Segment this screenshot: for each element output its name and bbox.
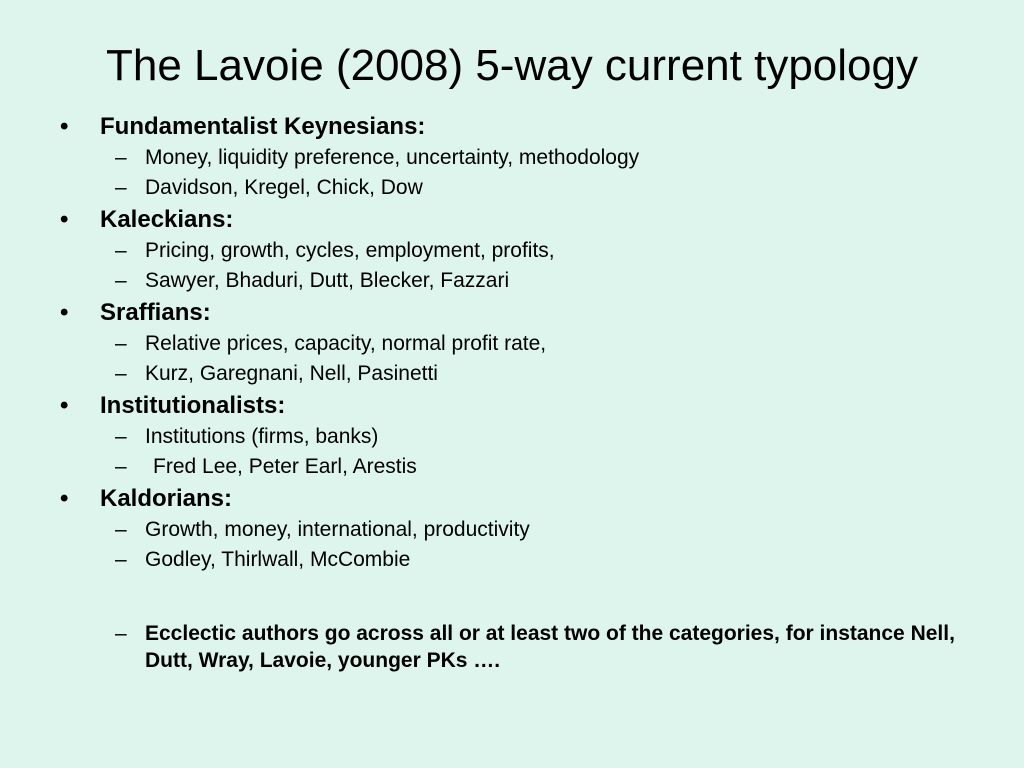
bullet-list (0, 110, 1024, 575)
dash-marker: – (115, 518, 127, 541)
sub-item (0, 452, 1024, 482)
section-heading-text: Fundamentalist Keynesians: (100, 113, 426, 140)
dash-marker: – (115, 362, 127, 385)
dash-marker: – (115, 455, 127, 478)
note-text: Ecclectic authors go across all or at least two of the categories, for instance Nell, Dutt, Wray, Lavoie, younger PKs …. (145, 622, 955, 672)
sub-item-text: Davidson, Kregel, Chick, Dow (145, 176, 423, 199)
sub-item-text: Pricing, growth, cycles, employment, profits, (145, 239, 555, 262)
section-kaldorians (0, 482, 1024, 575)
section-heading (0, 296, 1024, 329)
dash-marker: – (115, 239, 127, 262)
section-heading-text: Kaldorians: (100, 485, 233, 512)
section-heading-text: Kaleckians: (100, 206, 234, 233)
section-sraffians (0, 296, 1024, 389)
bullet-marker: • (60, 299, 69, 326)
sub-item (0, 173, 1024, 203)
sub-item-text: Money, liquidity preference, uncertainty, methodology (145, 146, 640, 169)
sub-item (0, 236, 1024, 266)
section-heading (0, 482, 1024, 515)
slide-title: The Lavoie (2008) 5-way current typology (106, 41, 918, 90)
sub-item (0, 266, 1024, 296)
sub-item-text: Relative prices, capacity, normal profit rate, (145, 332, 547, 355)
section-fundamentalist-keynesians (0, 110, 1024, 203)
bullet-marker: • (60, 392, 69, 419)
bullet-marker: • (60, 113, 69, 140)
sub-item (0, 359, 1024, 389)
sub-item-text: Godley, Thirlwall, McCombie (145, 548, 411, 571)
sub-item (0, 515, 1024, 545)
section-heading (0, 389, 1024, 422)
sub-item (0, 143, 1024, 173)
sub-item-text: Growth, money, international, productivity (145, 518, 530, 541)
section-heading (0, 110, 1024, 143)
dash-marker: – (115, 146, 127, 169)
section-heading (0, 203, 1024, 236)
sub-item (0, 545, 1024, 575)
sub-item-text: Fred Lee, Peter Earl, Arestis (153, 455, 417, 478)
dash-marker: – (115, 332, 127, 355)
sub-item (0, 422, 1024, 452)
dash-marker: – (115, 269, 127, 292)
sub-item-text: Kurz, Garegnani, Nell, Pasinetti (145, 362, 438, 385)
sub-item (0, 329, 1024, 359)
section-heading-text: Institutionalists: (100, 392, 286, 419)
sub-item-text: Sawyer, Bhaduri, Dutt, Blecker, Fazzari (145, 269, 510, 292)
dash-marker: – (115, 622, 127, 645)
dash-marker: – (115, 176, 127, 199)
dash-marker: – (115, 425, 127, 448)
section-institutionalists (0, 389, 1024, 482)
bullet-marker: • (60, 206, 69, 233)
section-heading-text: Sraffians: (100, 299, 211, 326)
dash-marker: – (115, 548, 127, 571)
bullet-marker: • (60, 485, 69, 512)
section-kaleckians (0, 203, 1024, 296)
sub-item-text: Institutions (firms, banks) (145, 425, 379, 448)
